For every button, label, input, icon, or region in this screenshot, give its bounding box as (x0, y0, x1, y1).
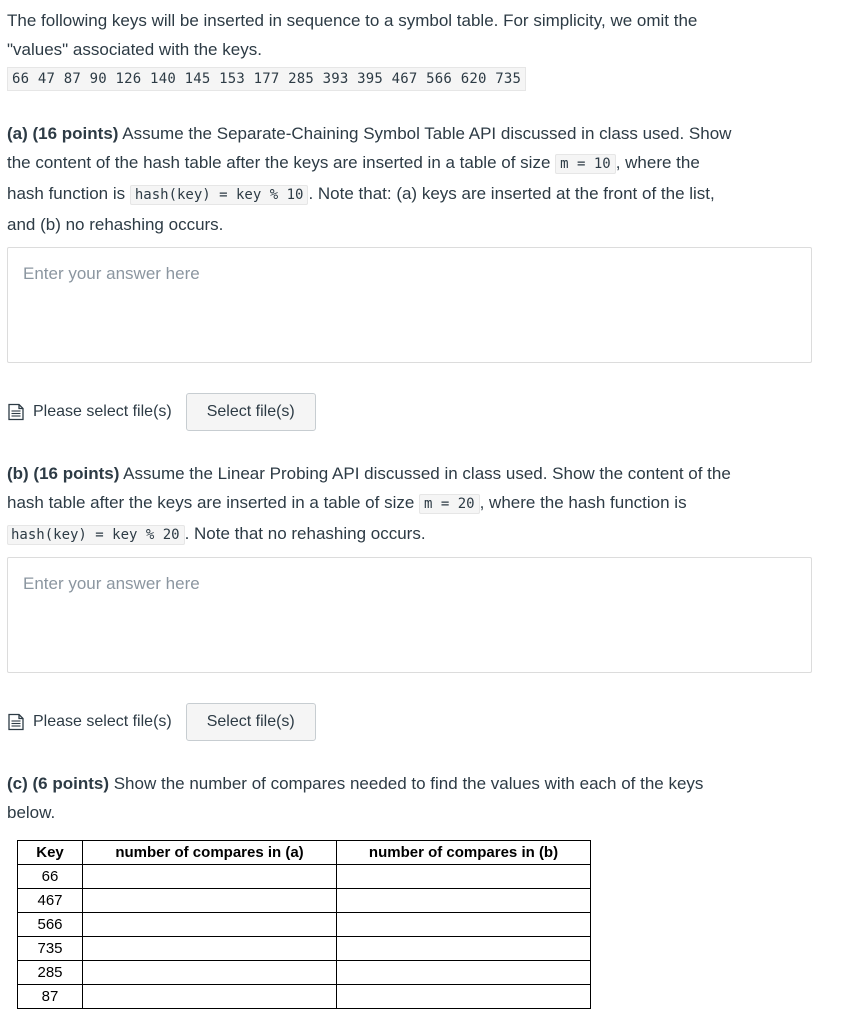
key-cell: 467 (18, 889, 83, 913)
part-c-label: (c) (6 points) (7, 774, 109, 793)
table-row (18, 889, 591, 913)
key-cell: 285 (18, 961, 83, 985)
keys-sequence: 66 47 87 90 126 140 145 153 177 285 393 395 467 566 620 735 (7, 67, 526, 91)
compares-b-cell (337, 889, 591, 913)
key-cell: 566 (18, 913, 83, 937)
compares-a-cell (83, 913, 337, 937)
part-a-text-1: Assume the Separate-Chaining Symbol Table API discussed in class used. Show (118, 124, 732, 143)
part-a-text-6: and (b) no rehashing occurs. (7, 215, 224, 234)
part-a-answer-input[interactable] (7, 247, 812, 363)
header-key: Key (18, 841, 83, 865)
compares-b-cell (337, 865, 591, 889)
part-b-text-3: , where the hash function is (479, 493, 687, 512)
part-a-text-2: the content of the hash table after the keys are inserted in a table of size (7, 153, 556, 172)
header-compares-b: number of compares in (b) (337, 841, 591, 865)
compares-a-cell (83, 889, 337, 913)
part-c-prompt (7, 769, 812, 827)
part-b-answer-input[interactable] (7, 557, 812, 673)
intro-line-2: "values" associated with the keys. (7, 40, 262, 59)
compares-b-cell (337, 985, 591, 1009)
part-a-file-label: Please select file(s) (33, 403, 172, 420)
table-row (18, 913, 591, 937)
part-b-text-1: Assume the Linear Probing API discussed in class used. Show the content of the (119, 464, 731, 483)
compares-table (17, 840, 591, 1009)
part-c-text-2: below. (7, 803, 56, 822)
part-a-select-files-button[interactable]: Select file(s) (186, 393, 316, 431)
key-cell: 66 (18, 865, 83, 889)
part-c-text-1: Show the number of compares needed to find the values with each of the keys (109, 774, 704, 793)
part-a-text-3: , where the (615, 153, 700, 172)
part-a-code-hash: hash(key) = key % 10 (130, 185, 309, 205)
part-b-file-upload (7, 702, 316, 742)
part-b-select-files-button[interactable]: Select file(s) (186, 703, 316, 741)
part-a-file-upload (7, 392, 316, 432)
header-compares-a: number of compares in (a) (83, 841, 337, 865)
part-a-code-m: m = 10 (555, 154, 616, 174)
intro-line-1: The following keys will be inserted in sequence to a symbol table. For simplicity, we omit the (7, 11, 698, 30)
document-icon (7, 713, 25, 731)
part-b-text-2: hash table after the keys are inserted in a table of size (7, 493, 420, 512)
compares-a-cell (83, 865, 337, 889)
compares-a-cell (83, 937, 337, 961)
part-b-code-m: m = 20 (419, 494, 480, 514)
table-row (18, 865, 591, 889)
table-header-row (18, 841, 591, 865)
compares-b-cell (337, 937, 591, 961)
part-a-label: (a) (16 points) (7, 124, 119, 143)
part-b-code-hash: hash(key) = key % 20 (7, 525, 185, 545)
intro-section (7, 6, 812, 91)
part-a-text-4: hash function is (7, 184, 130, 203)
key-cell: 87 (18, 985, 83, 1009)
part-b-text-4: . Note that no rehashing occurs. (184, 524, 426, 543)
table-row (18, 985, 591, 1009)
part-b-prompt (7, 459, 812, 550)
document-icon (7, 403, 25, 421)
compares-a-cell (83, 961, 337, 985)
part-a-text-5: . Note that: (a) keys are inserted at the front of the list, (308, 184, 715, 203)
compares-table-image (7, 828, 602, 1020)
compares-a-cell (83, 985, 337, 1009)
table-row (18, 961, 591, 985)
key-cell: 735 (18, 937, 83, 961)
compares-b-cell (337, 913, 591, 937)
compares-b-cell (337, 961, 591, 985)
part-a-prompt (7, 119, 812, 239)
part-b-label: (b) (16 points) (7, 464, 120, 483)
part-b-file-label: Please select file(s) (33, 713, 172, 730)
table-row (18, 937, 591, 961)
